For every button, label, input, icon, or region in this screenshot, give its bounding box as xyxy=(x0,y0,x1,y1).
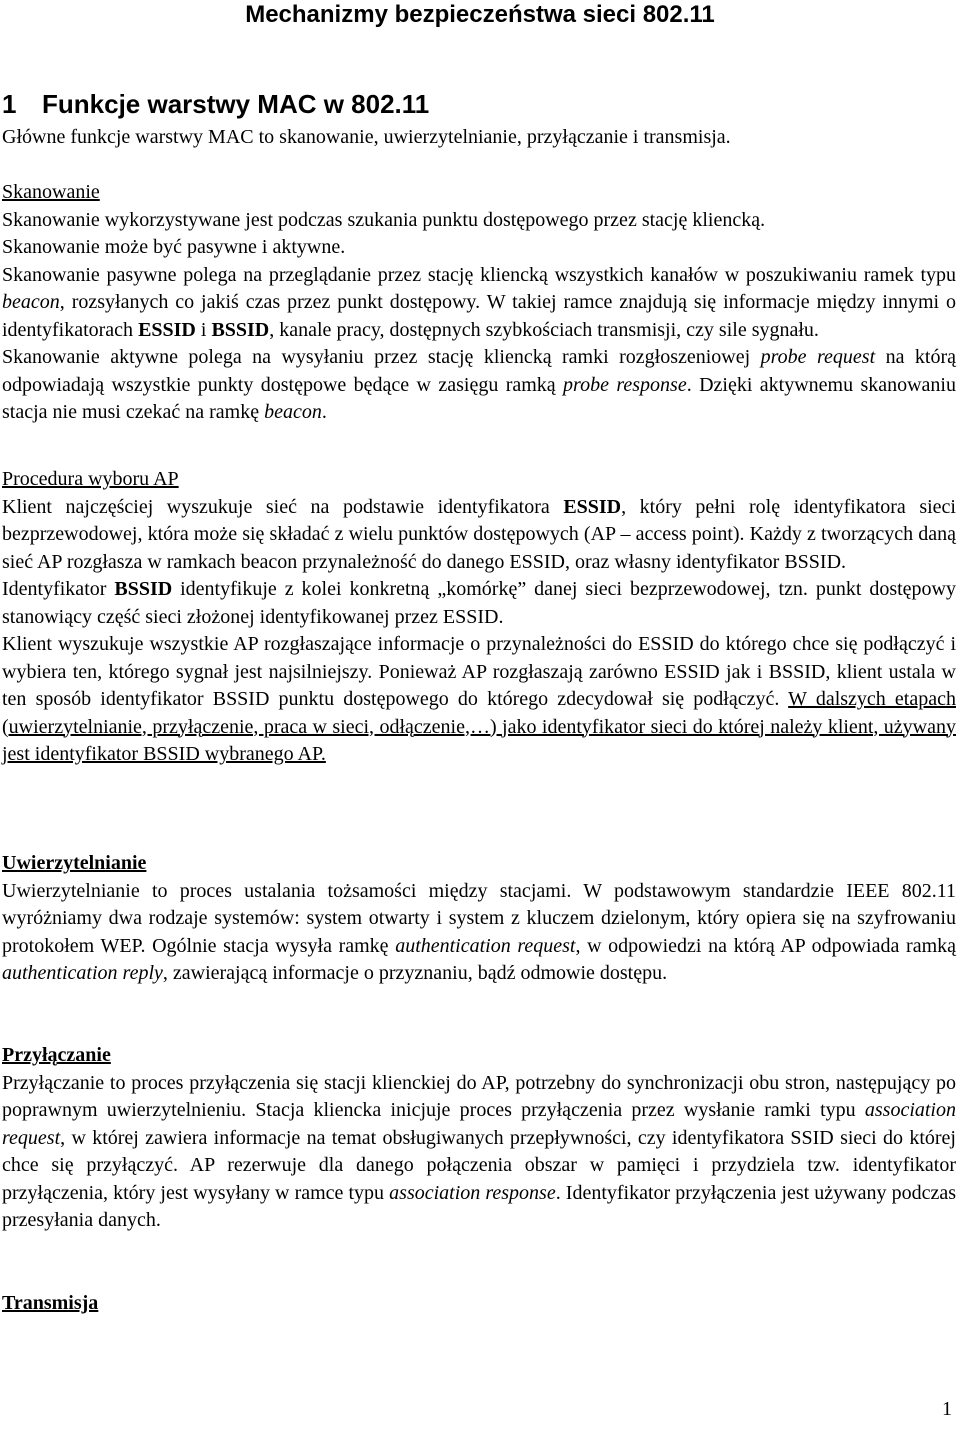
przylaczanie-paragraph xyxy=(2,1070,956,1235)
text-run: Klient najczęściej wyszukuje sieć na podstawie identyfikatora xyxy=(2,495,564,518)
page-number: 1 xyxy=(942,1398,952,1420)
skanowanie-line1: Skanowanie wykorzystywane jest podczas szukania punktu dostępowego przez stację kliencką. xyxy=(2,208,766,231)
chapter-heading xyxy=(2,88,429,120)
text-run: Identyfikator xyxy=(2,578,115,600)
term-authentication-reply: authentication reply xyxy=(2,962,163,984)
text-run: . Identyfikator przyłączenia jest używany podczas przesyłania danych. xyxy=(2,1181,956,1231)
term-association-response: association response xyxy=(389,1181,556,1204)
uwierzytelnianie-paragraph xyxy=(2,878,956,988)
underlined-sentence: W dalszych etapach (uwierzytelnianie, przyłączenie, praca w sieci, odłączenie,…) jako identyfikator sieci do której należy klient, używany jest identyfikator BSSID wybranego AP. xyxy=(2,688,956,765)
section-heading-transmisja: Transmisja xyxy=(2,1292,99,1314)
text-run: Klient wyszukuje wszystkie AP rozgłaszające informacje o przynależności do ESSID do którego chce się podłączyć i wybiera ten, którego sygnał jest najsilniejszy. Ponieważ AP rozgłaszają zarówno ESSID jak i BSSID, klient ustala w ten sposób identyfikator BSSID punktu dostępowego do którego zdecydował się podłączyć. xyxy=(2,633,956,710)
text-run: Uwierzytelnianie to proces ustalania tożsamości między stacjami. W podstawowym standardzie IEEE 802.11 wyróżniamy dwa rodzaje systemów: system otwarty i system z kluczem dzielonym, który opiera się na szyfrowaniu protokołem WEP. Ogólnie stacja wysyła ramkę xyxy=(2,879,956,957)
text-run: Skanowanie aktywne polega na wysyłaniu przez stację kliencką ramki rozgłoszeniowej xyxy=(2,346,761,368)
text-run: Przyłączanie to proces przyłączenia się stacji klienckiej do AP, potrzebny do synchronizacji obu stron, następujący po poprawnym uwierzytelnieniu. Stacja kliencka inicjuje proces przyłączenia przez wysłanie ramki typu xyxy=(2,1071,956,1121)
section-skanowanie xyxy=(2,179,956,427)
chapter-title: Funkcje warstwy MAC w 802.11 xyxy=(42,89,430,119)
skanowanie-pasywne-paragraph xyxy=(2,262,956,345)
procedura-paragraph-2 xyxy=(2,576,956,631)
text-run: identyfikuje z kolei konkretną „komórkę” danej sieci bezprzewodowej, tzn. punkt dostępowy stanowiący część sieci złożonej identyfikowanej przez ESSID. xyxy=(2,578,956,628)
text-run: , zawierającą informacje o przyznaniu, bądź odmowie dostępu. xyxy=(162,962,668,984)
term-essid: ESSID xyxy=(138,318,196,341)
section-przylaczanie xyxy=(2,1042,956,1235)
section-procedura xyxy=(2,466,956,769)
term-beacon: beacon xyxy=(2,291,60,313)
chapter-intro: Główne funkcje warstwy MAC to skanowanie, uwierzytelnianie, przyłączanie i transmisja. xyxy=(2,126,731,148)
section-heading-przylaczanie: Przyłączanie xyxy=(2,1044,111,1066)
term-beacon: beacon xyxy=(264,401,322,423)
term-probe-request: probe request xyxy=(760,346,876,368)
section-heading-skanowanie: Skanowanie xyxy=(2,181,100,203)
skanowanie-aktywne-paragraph xyxy=(2,344,956,427)
term-bssid: BSSID xyxy=(211,318,270,341)
section-heading-uwierzytelnianie: Uwierzytelnianie xyxy=(2,852,147,874)
text-run: , rozsyłanych co jakiś czas przez punkt dostępowy. W takiej ramce znajdują się informacje między innymi o identyfikatorach xyxy=(2,291,956,341)
term-essid: ESSID xyxy=(563,495,622,518)
text-run: . xyxy=(321,401,327,423)
chapter-number: 1 xyxy=(2,89,17,119)
text-run: . Dzięki aktywnemu skanowaniu stacja nie musi czekać na ramkę xyxy=(2,373,956,423)
term-probe-response: probe response xyxy=(563,373,687,396)
section-uwierzytelnianie xyxy=(2,850,956,988)
text-run: , w której zawiera informacje na temat obsługiwanych przepływności, czy identyfikatora SSID sieci do której chce się przyłączyć. AP rezerwuje dla danego połączenia obszar w pamięci i przydziela tzw. identyfikator przyłączenia, który jest wysyłany w ramce typu xyxy=(2,1126,956,1204)
text-run: i xyxy=(195,318,212,341)
procedura-paragraph-1 xyxy=(2,494,956,577)
section-transmisja xyxy=(2,1290,956,1318)
text-run: na którą odpowiadają wszystkie punkty dostępowe będące w zasięgu ramką xyxy=(2,346,956,396)
term-authentication-request: authentication request xyxy=(395,934,576,957)
text-run: Skanowanie pasywne polega na przeglądanie przez stację kliencką wszystkich kanałów w poszukiwaniu ramek typu xyxy=(2,263,956,286)
procedura-paragraph-3 xyxy=(2,631,956,769)
term-association-request: association request xyxy=(2,1099,956,1149)
skanowanie-line2: Skanowanie może być pasywne i aktywne. xyxy=(2,236,346,258)
term-bssid: BSSID xyxy=(114,578,173,600)
section-heading-procedura: Procedura wyboru AP xyxy=(2,468,179,490)
text-run: , w odpowiedzi na którą AP odpowiada ramką xyxy=(575,934,957,957)
text-run: , który pełni rolę identyfikatora sieci bezprzewodowej, która może się składać z wielu punktów dostępowych (AP – access point). Każdy z tworzących daną sieć AP rozgłasza w ramkach beacon przynależność do danego ESSID, oraz własny identyfikator BSSID. xyxy=(2,495,956,573)
text-run: , kanale pracy, dostępnych szybkościach transmisji, czy sile sygnału. xyxy=(269,318,819,341)
document-title: Mechanizmy bezpieczeństwa sieci 802.11 xyxy=(245,1,715,28)
